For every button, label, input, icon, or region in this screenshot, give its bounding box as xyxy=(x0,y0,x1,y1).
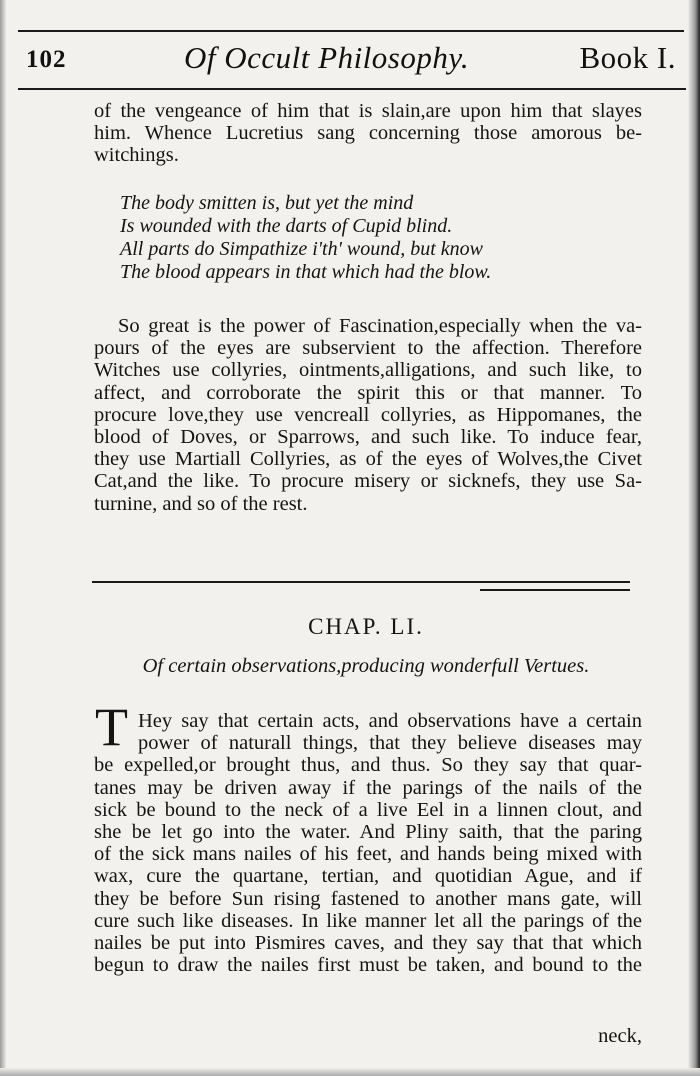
page-number: 102 xyxy=(26,46,67,73)
chapter-subtitle: Of certain observations,producing wonderfull Vertues. xyxy=(142,655,590,677)
scan-shadow-left xyxy=(0,0,6,1076)
text-line: tanes may be driven away if the parings of the nails of the xyxy=(94,776,642,799)
page-top-edge-rule xyxy=(18,30,684,32)
paragraph-fascination xyxy=(94,315,642,515)
verse-line: All parts do Simpathize i'th' wound, but know xyxy=(120,238,484,260)
text-line: witchings. xyxy=(94,144,179,167)
text-line: begun to draw the nailes first must be taken, and bound to the xyxy=(94,954,642,977)
text-line: affect, and corroborate the spirit this or that manner. To xyxy=(94,381,642,404)
text-line: she be let go into the water. And Pliny saith, that the paring xyxy=(94,820,642,843)
verse-line: The body smitten is, but yet the mind xyxy=(120,192,414,214)
text-line: wax, cure the quartane, tertian, and quotidian Ague, and if xyxy=(94,865,642,888)
running-title: Of Occult Philosophy. xyxy=(184,40,470,75)
verse-line: The blood appears in that which had the blow. xyxy=(120,261,492,283)
verse-quotation xyxy=(120,192,540,284)
text-line: be expelled,or brought thus, and thus. So they say that quar- xyxy=(94,754,642,777)
paragraph-continuation xyxy=(94,100,642,167)
chapter-rule-secondary xyxy=(480,589,630,591)
text-line: Witches use collyries, ointments,alligations, and such like, to xyxy=(94,359,642,382)
text-line: nailes be put into Pismires caves, and they say that that which xyxy=(94,931,642,954)
text-line: power of naturall things, that they believe diseases may xyxy=(138,732,642,755)
header-rule xyxy=(18,88,686,90)
drop-cap: T xyxy=(95,697,128,757)
text-line: So great is the power of Fascination,especially when the va- xyxy=(118,315,642,337)
verse-line: Is wounded with the darts of Cupid blind. xyxy=(120,215,453,237)
book-label: Book I. xyxy=(579,40,676,75)
scan-shadow-bottom xyxy=(0,1068,700,1076)
text-line: him. Whence Lucretius sang concerning those amorous be- xyxy=(94,122,642,145)
running-header xyxy=(26,38,676,84)
text-line: of the sick mans nailes of his feet, and hands being mixed with xyxy=(94,843,642,866)
text-line: Cat,and the like. To procure misery or sicknefs, they use Sa- xyxy=(94,470,642,493)
text-line: they use Martiall Collyries, as of the eyes of Wolves,the Civet xyxy=(94,448,642,471)
catchword: neck, xyxy=(598,1025,642,1047)
chapter-rule xyxy=(92,581,630,583)
text-line: turnine, and so of the rest. xyxy=(94,492,308,515)
text-line: pours of the eyes are subservient to the affection. Therefore xyxy=(94,337,642,360)
scan-shadow-right xyxy=(688,0,700,1076)
text-line: procure love,they use vencreall collyries, as Hippomanes, the xyxy=(94,403,642,426)
text-line: sick be bound to the neck of a live Eel in a linnen clout, and xyxy=(94,798,642,821)
text-line: cure such like diseases. In like manner let all the parings of the xyxy=(94,909,642,932)
paragraph-observations xyxy=(94,710,642,976)
text-line: of the vengeance of him that is slain,are upon him that slayes xyxy=(94,100,642,122)
text-line: they be before Sun rising fastened to another mans gate, will xyxy=(94,887,642,910)
chapter-heading: CHAP. LI. xyxy=(308,614,424,639)
text-line: blood of Doves, or Sparrows, and such like. To induce fear, xyxy=(94,425,642,448)
text-line: Hey say that certain acts, and observations have a certain xyxy=(138,710,642,732)
